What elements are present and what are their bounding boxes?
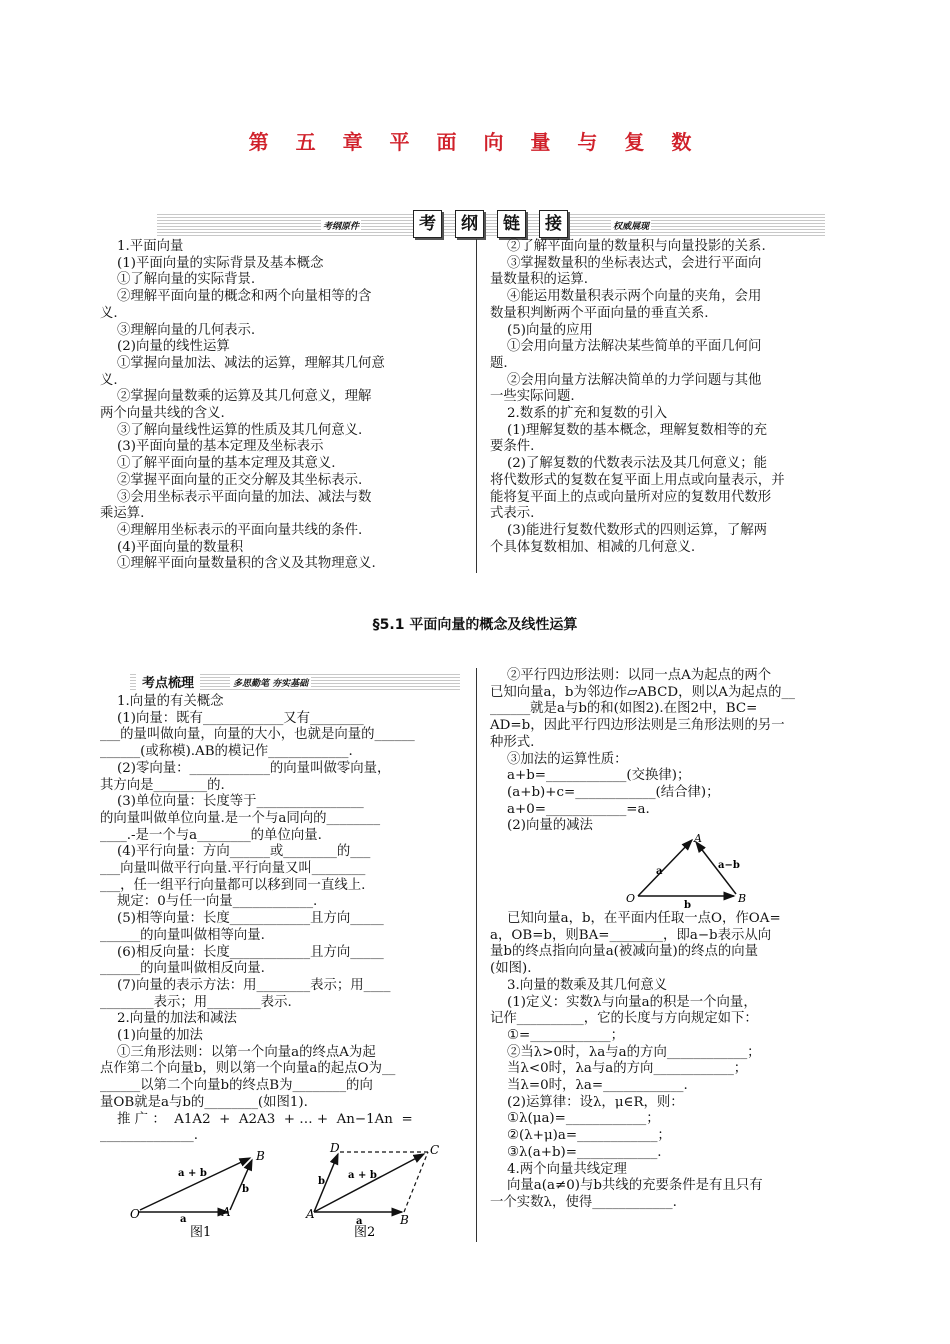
text-line: ______以第二个向量b的终点B为________的向 — [100, 1078, 373, 1094]
syllabus-line: ②理解平面向量的概念和两个向量相等的含 — [100, 289, 372, 305]
text-line: 3.向量的数乘及其几何意义 — [490, 977, 668, 993]
text-line: ______的向量叫做相等向量. — [100, 927, 265, 943]
syllabus-line: 个具体复数相加、相减的几何意义. — [490, 539, 696, 555]
fig1-label-A: A — [222, 1205, 231, 1219]
syllabus-line: ①理解平面向量数量积的含义及其物理意义. — [100, 556, 376, 572]
fig3-label-a: a — [656, 866, 663, 877]
syllabus-line: (3)能进行复数代数形式的四则运算，了解两 — [490, 522, 768, 538]
text-line: ______就是a与b的和(如图2).在图2中，BC= — [490, 701, 758, 717]
syllabus-line: ③理解向量的几何表示. — [100, 322, 256, 338]
kaodian-header — [130, 672, 460, 692]
syllabus-line: ③了解向量线性运算的性质及其几何意义. — [100, 422, 363, 438]
fig2-label-A: A — [306, 1207, 315, 1221]
text-line: ②当λ>0时，λa与a的方向____________； — [490, 1044, 761, 1060]
text-line: (7)向量的表示方法：用________表示；用____ — [100, 977, 391, 993]
text-line: (4)平行向量：方向______或________的___ — [100, 844, 371, 860]
syllabus-line: 两个向量共线的含义. — [100, 406, 225, 422]
syllabus-line: 能将复平面上的点或向量所对应的复数用代数形 — [490, 489, 772, 505]
text-line: ③λ(a+b)=____________. — [490, 1144, 662, 1160]
fig3-label-O: O — [626, 892, 636, 905]
banner-char-1: 考 — [413, 210, 442, 238]
syllabus-line: ③会用坐标表示平面向量的加法、减法与数 — [100, 489, 372, 505]
banner-stripes — [157, 214, 825, 236]
syllabus-line: ②会用向量方法解决简单的力学问题与其他 — [490, 372, 762, 388]
fig3-label-A: A — [694, 832, 702, 845]
banner-char-3: 链 — [497, 210, 526, 238]
text-line: 其方向是________的. — [100, 777, 225, 793]
syllabus-line: ①了解平面向量的基本定理及其意义. — [100, 456, 336, 472]
text-line: 一个实数λ，使得____________. — [490, 1194, 677, 1210]
text-line: 量OB就是a与b的________(如图1). — [100, 1094, 308, 1110]
text-line: 1.向量的有关概念 — [100, 694, 224, 709]
fig2-label-a: a — [356, 1216, 363, 1227]
syllabus-line: 1.平面向量 — [100, 239, 184, 254]
text-line: 4.两个向量共线定理 — [490, 1161, 627, 1177]
syllabus-line: ①掌握向量加法、减法的运算，理解其几何意 — [100, 355, 385, 371]
text-line: 量b的终点指向向量a(被减向量)的终点的向量 — [490, 944, 759, 960]
text-line: AD=b，因此平行四边形法则是三角形法则的另一 — [490, 718, 785, 734]
chapter-title: 第 五 章 平 面 向 量 与 复 数 — [248, 130, 702, 154]
main-right-column — [490, 668, 856, 835]
banner-char-4: 接 — [539, 210, 568, 238]
figure-3-subtraction — [620, 830, 760, 912]
syllabus-line: ④理解用坐标表示的平面向量共线的条件. — [100, 522, 363, 538]
text-line: (2)向量的减法 — [490, 818, 593, 834]
syllabus-line: 式表示. — [490, 506, 535, 522]
main-left-column — [100, 694, 466, 1145]
text-line: ________表示；用________表示. — [100, 994, 292, 1010]
text-line: a+b=____________(交换律)； — [490, 768, 691, 784]
fig3-vector-a — [638, 840, 692, 896]
text-line: (2)运算律：设λ，μ∈R，则： — [490, 1094, 684, 1110]
text-line: (1)向量的加法 — [100, 1028, 203, 1044]
text-line: 已知向量a，b，在平面内任取一点O，作OA= — [490, 911, 781, 926]
main-right-column-continued — [490, 911, 856, 1212]
fig1-label-B: B — [256, 1149, 265, 1163]
banner-right-label: 权威展现 — [611, 219, 651, 232]
text-line: ____.-是一个与a________的单位向量. — [100, 827, 322, 843]
figure-1-triangle — [120, 1140, 280, 1240]
syllabus-line: 数量积判断两个平面向量的垂直关系. — [490, 305, 709, 321]
syllabus-line: 一些实际问题. — [490, 389, 575, 405]
text-line: 当λ<0时，λa与a的方向____________； — [490, 1061, 748, 1077]
text-line: 当λ=0时，λa=____________. — [490, 1078, 688, 1094]
text-line: (1)定义：实数λ与向量a的积是一个向量， — [490, 994, 757, 1010]
text-line: ①λ(μa)=____________； — [490, 1111, 660, 1127]
syllabus-banner — [157, 210, 825, 238]
fig1-caption: 图1 — [190, 1225, 212, 1240]
text-line: a，OB=b，则BA=________，即a−b表示从向 — [490, 927, 772, 943]
text-line: 向量a(a≠0)与b共线的充要条件是有且只有 — [490, 1178, 763, 1194]
text-line: (1)向量：既有____________又有________ — [100, 710, 364, 726]
syllabus-line: (2)了解复数的代数表示法及其几何意义；能 — [490, 456, 768, 472]
text-line: (如图). — [490, 961, 532, 977]
syllabus-line: (4)平面向量的数量积 — [100, 539, 244, 555]
fig3-label-diff: a−b — [718, 860, 740, 871]
fig2-label-D: D — [330, 1141, 340, 1155]
fig3-label-b: b — [684, 900, 691, 911]
banner-char-2: 纲 — [455, 210, 484, 238]
text-line: (6)相反向量：长度____________且方向_____ — [100, 944, 384, 960]
fig2-caption: 图2 — [354, 1225, 376, 1240]
text-line: ②(λ+μ)a=____________； — [490, 1128, 671, 1144]
fig2-label-sum: a + b — [348, 1170, 377, 1181]
syllabus-line: ②了解平面向量的数量积与向量投影的关系. — [490, 239, 766, 254]
syllabus-line: (3)平面向量的基本定理及坐标表示 — [100, 439, 324, 455]
syllabus-line: 义. — [100, 372, 118, 388]
text-line: 规定：0与任一向量____________. — [100, 894, 318, 910]
text-line: (2)零向量：____________的向量叫做零向量， — [100, 760, 391, 776]
syllabus-line: (1)平面向量的实际背景及基本概念 — [100, 255, 324, 271]
syllabus-line: 要条件. — [490, 439, 535, 455]
text-line: (3)单位向量：长度等于________________ — [100, 794, 364, 810]
syllabus-line: ②掌握平面向量的正交分解及其坐标表示. — [100, 472, 363, 488]
fig2-label-C: C — [430, 1143, 440, 1157]
text-line: ___向量叫做平行向量.平行向量又叫________ — [100, 861, 366, 877]
fig2-label-b: b — [318, 1176, 325, 1187]
syllabus-line: ①了解向量的实际背景. — [100, 272, 256, 288]
text-line: ______的向量叫做相反向量. — [100, 961, 265, 977]
syllabus-line: 将代数形式的复数在复平面上用点或向量表示，并 — [490, 472, 785, 488]
syllabus-line: (1)理解复数的基本概念，理解复数相等的充 — [490, 422, 768, 438]
text-line: ①=____________； — [490, 1027, 624, 1043]
kaodian-tag: 考点梳理 — [136, 672, 200, 691]
text-line: 记作__________，它的长度与方向规定如下： — [490, 1011, 758, 1027]
syllabus-line: 2.数系的扩充和复数的引入 — [490, 406, 668, 422]
fig2-label-B: B — [400, 1213, 409, 1227]
text-line: ______(或称模).AB的模记作____________. — [100, 744, 353, 760]
syllabus-line: 量数量积的运算. — [490, 272, 588, 288]
text-line: ①三角形法则：以第一个向量a的终点A为起 — [100, 1044, 376, 1060]
syllabus-right-column — [490, 239, 856, 556]
syllabus-line: 义. — [100, 305, 118, 321]
text-line: 2.向量的加法和减法 — [100, 1011, 237, 1027]
fig3-label-B: B — [738, 892, 747, 905]
text-line: (5)相等向量：长度____________且方向_____ — [100, 911, 384, 927]
syllabus-line: 题. — [490, 355, 508, 371]
syllabus-line: (2)向量的线性运算 — [100, 339, 230, 355]
syllabus-line: 乘运算. — [100, 506, 145, 522]
text-line: 推 广 ： A1A2 + A2A3 + … + An−1An = — [100, 1111, 413, 1127]
text-line: (a+b)+c=____________(结合律)； — [490, 784, 720, 800]
section-title: §5.1 平面向量的概念及线性运算 — [372, 617, 578, 633]
main-column-divider — [476, 668, 477, 1242]
syllabus-line: ①会用向量方法解决某些简单的平面几何问 — [490, 339, 762, 355]
fig1-label-a: a — [180, 1214, 187, 1225]
syllabus-left-column — [100, 239, 466, 573]
text-line: 种形式. — [490, 734, 535, 750]
text-line: ③加法的运算性质： — [490, 751, 628, 767]
text-line: 已知向量a，b为邻边作▱ABCD，则以A为起点的__ — [490, 684, 795, 700]
text-line: ___的量叫做向量，向量的大小，也就是向量的______ — [100, 727, 415, 743]
banner-left-label: 考纲原件 — [321, 219, 361, 232]
kaodian-sub: 多思勤笔 夯实基础 — [230, 676, 311, 689]
text-line: a+0=____________=a. — [490, 801, 650, 817]
text-line: ___，任一组平行向量都可以移到同一直线上. — [100, 877, 366, 893]
text-line: ______________. — [100, 1128, 198, 1144]
figure-2-parallelogram — [300, 1140, 450, 1240]
syllabus-line: ②掌握向量数乘的运算及其几何意义，理解 — [100, 389, 372, 405]
column-divider — [476, 239, 477, 573]
fig1-label-sum: a + b — [178, 1168, 207, 1179]
text-line: 点作第二个向量b，则以第一个向量a的起点O为__ — [100, 1061, 396, 1077]
syllabus-line: ③掌握数量积的坐标表达式，会进行平面向 — [490, 255, 762, 271]
syllabus-line: (5)向量的应用 — [490, 322, 593, 338]
fig1-label-O: O — [130, 1207, 140, 1221]
text-line: 的向量叫做单位向量.是一个与a同向的________ — [100, 810, 381, 826]
text-line: ②平行四边形法则：以同一点A为起点的两个 — [490, 668, 772, 683]
fig2-side-bc — [404, 1152, 428, 1212]
syllabus-line: ④能运用数量积表示两个向量的夹角，会用 — [490, 289, 762, 305]
fig1-label-b: b — [242, 1184, 249, 1195]
